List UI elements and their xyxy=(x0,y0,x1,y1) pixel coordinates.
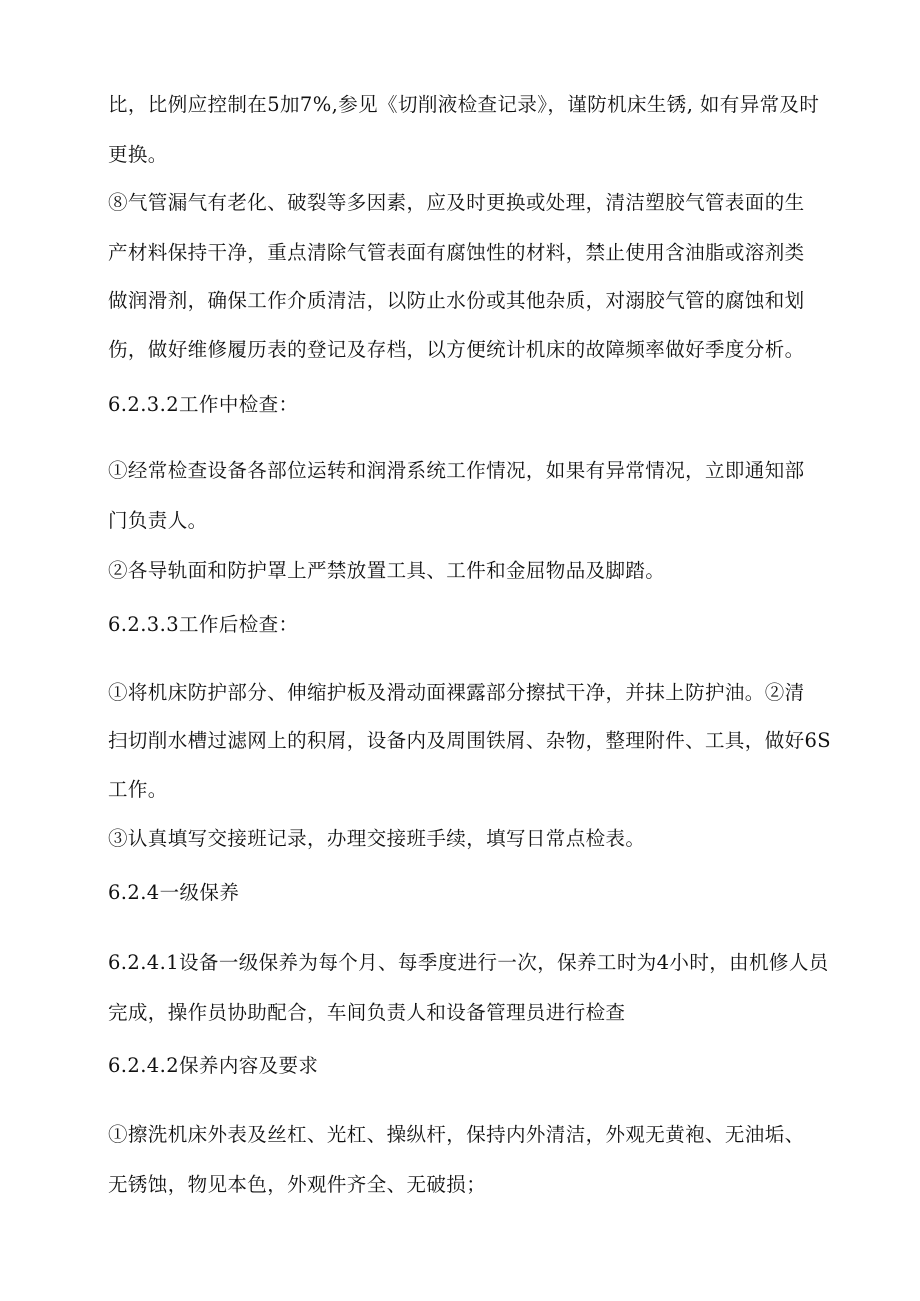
text-line: 扫切削水槽过滤网上的积屑，设备内及周围铁屑、杂物，整理附件、工具，做好6S xyxy=(108,729,832,752)
section-heading: 6.2.4一级保养 xyxy=(108,881,240,904)
section-heading: 6.2.3.2工作中检查： xyxy=(108,393,299,416)
text-line: ①经常检查设备各部位运转和润滑系统工作情况，如果有异常情况，立即通知部 xyxy=(108,459,805,482)
text-line: 伤，做好维修履历表的登记及存档，以方便统计机床的故障频率做好季度分析。 xyxy=(108,338,805,361)
text-line: ③认真填写交接班记录，办理交接班手续，填写日常点检表。 xyxy=(108,827,646,850)
text-line: 完成，操作员协助配合，车间负责人和设备管理员进行检查 xyxy=(108,1001,626,1024)
section-heading: 6.2.4.2保养内容及要求 xyxy=(108,1054,319,1077)
text-line: 无锈蚀，物见本色，外观件齐全、无破损； xyxy=(108,1173,487,1196)
text-line: 工作。 xyxy=(108,778,168,801)
text-line: 门负责人。 xyxy=(108,509,208,532)
text-line: 做润滑剂，确保工作介质清洁，以防止水份或其他杂质，对溺胶气管的腐蚀和划 xyxy=(108,289,805,312)
text-line: ①将机床防护部分、伸缩护板及滑动面裸露部分擦拭干净，并抹上防护油。②清 xyxy=(108,681,805,704)
text-line: ⑧气管漏气有老化、破裂等多因素，应及时更换或处理，清洁塑胶气管表面的生 xyxy=(108,191,805,214)
text-line: ②各导轨面和防护罩上严禁放置工具、工件和金屈物品及脚踏。 xyxy=(108,559,666,582)
text-line: ①擦洗机床外表及丝杠、光杠、操纵杆，保持内外清洁，外观无黄袍、无油垢、 xyxy=(108,1123,805,1146)
text-line: 产材料保持干净，重点清除气管表面有腐蚀性的材料，禁止使用含油脂或溶剂类 xyxy=(108,241,805,264)
section-heading: 6.2.3.3工作后检查： xyxy=(108,613,299,636)
text-line: 比，比例应控制在5加7%,参见《切削液检查记录》，谨防机床生锈, 如有异常及时 xyxy=(108,93,820,116)
text-line: 6.2.4.1设备一级保养为每个月、每季度进行一次，保养工时为4小时，由机修人员 xyxy=(108,951,829,974)
text-line: 更换。 xyxy=(108,143,168,166)
